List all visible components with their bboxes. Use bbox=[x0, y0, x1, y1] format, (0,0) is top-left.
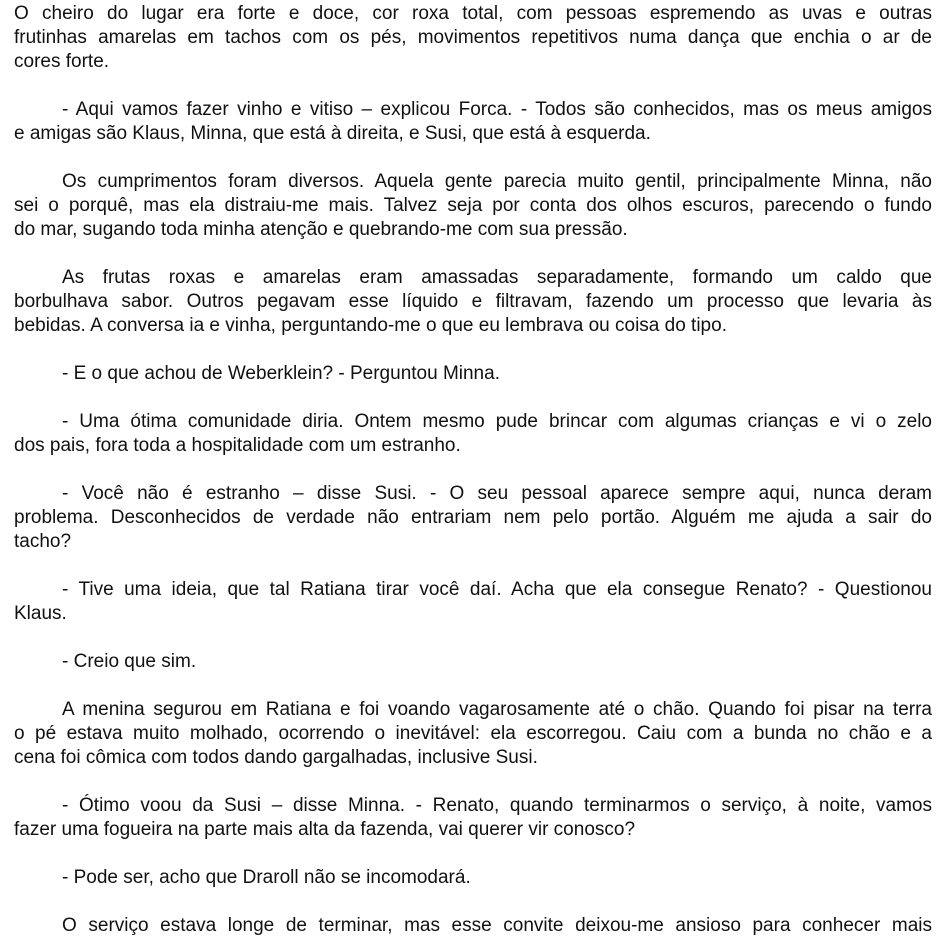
paragraph-gap bbox=[14, 626, 932, 650]
paragraph bbox=[14, 362, 932, 386]
paragraph-gap bbox=[14, 74, 932, 98]
text-line: borbulhava sabor. Outros pegavam esse líquido e filtravam, fazendo um processo que levaria às bbox=[14, 291, 932, 312]
paragraph-gap bbox=[14, 554, 932, 578]
text-line: cores forte. bbox=[14, 51, 110, 72]
text-line: frutinhas amarelas em tachos com os pés, movimentos repetitivos numa dança que enchia o ar de bbox=[14, 27, 932, 48]
text-line: Klaus. bbox=[14, 603, 67, 624]
text-line: problema. Desconhecidos de verdade não entrariam nem pelo portão. Alguém me ajuda a sair do bbox=[14, 507, 932, 528]
text-line: e amigas são Klaus, Minna, que está à direita, e Susi, que está à esquerda. bbox=[14, 123, 651, 144]
text-line: fazer uma fogueira na parte mais alta da fazenda, vai querer vir conosco? bbox=[14, 819, 636, 840]
paragraph bbox=[14, 914, 932, 938]
paragraph bbox=[14, 698, 932, 770]
text-line: - E o que achou de Weberklein? - Perguntou Minna. bbox=[62, 363, 500, 384]
text-line: Os cumprimentos foram diversos. Aquela gente parecia muito gentil, principalmente Minna, não bbox=[62, 171, 932, 192]
paragraph-gap bbox=[14, 674, 932, 698]
text-line: A menina segurou em Ratiana e foi voando vagarosamente até o chão. Quando foi pisar na terra bbox=[62, 699, 932, 720]
text-line: As frutas roxas e amarelas eram amassadas separadamente, formando um caldo que bbox=[62, 267, 932, 288]
paragraph-gap bbox=[14, 458, 932, 482]
paragraph-gap bbox=[14, 146, 932, 170]
paragraph bbox=[14, 410, 932, 458]
paragraph bbox=[14, 794, 932, 842]
text-line: - Você não é estranho – disse Susi. - O seu pessoal aparece sempre aqui, nunca deram bbox=[62, 483, 932, 504]
text-line: bebidas. A conversa ia e vinha, perguntando-me o que eu lembrava ou coisa do tipo. bbox=[14, 315, 727, 336]
text-line: sei o porquê, mas ela distraiu-me mais. Talvez seja por conta dos olhos escuros, parecendo o fundo bbox=[14, 195, 932, 216]
document-body bbox=[14, 2, 932, 938]
text-line: O serviço estava longe de terminar, mas esse convite deixou-me ansioso para conhecer mais bbox=[62, 915, 932, 936]
paragraph bbox=[14, 170, 932, 242]
text-line: - Pode ser, acho que Draroll não se incomodará. bbox=[62, 867, 471, 888]
paragraph bbox=[14, 578, 932, 626]
text-line: o pé estava muito molhado, ocorrendo o inevitável: ela escorregou. Caiu com a bunda no chão e a bbox=[14, 723, 932, 744]
text-line: tacho? bbox=[14, 531, 72, 552]
paragraph-gap bbox=[14, 338, 932, 362]
paragraph bbox=[14, 98, 932, 146]
paragraph bbox=[14, 650, 932, 674]
text-line: - Ótimo voou da Susi – disse Minna. - Renato, quando terminarmos o serviço, à noite, vamos bbox=[62, 795, 932, 816]
text-line: O cheiro do lugar era forte e doce, cor roxa total, com pessoas espremendo as uvas e outras bbox=[14, 3, 932, 24]
paragraph-gap bbox=[14, 770, 932, 794]
text-line: - Creio que sim. bbox=[62, 651, 197, 672]
paragraph bbox=[14, 866, 932, 890]
text-line: dos pais, fora toda a hospitalidade com um estranho. bbox=[14, 435, 461, 456]
text-line: - Aqui vamos fazer vinho e vitiso – explicou Forca. - Todos são conhecidos, mas os meus amigos bbox=[62, 99, 932, 120]
paragraph-gap bbox=[14, 890, 932, 914]
text-line: - Tive uma ideia, que tal Ratiana tirar você daí. Acha que ela consegue Renato? - Questionou bbox=[62, 579, 932, 600]
text-line: cena foi cômica com todos dando gargalhadas, inclusive Susi. bbox=[14, 747, 538, 768]
text-line: - Uma ótima comunidade diria. Ontem mesmo pude brincar com algumas crianças e vi o zelo bbox=[62, 411, 932, 432]
paragraph-gap bbox=[14, 242, 932, 266]
text-line: do mar, sugando toda minha atenção e quebrando-me com sua pressão. bbox=[14, 219, 628, 240]
paragraph bbox=[14, 482, 932, 554]
paragraph-gap bbox=[14, 842, 932, 866]
paragraph-gap bbox=[14, 386, 932, 410]
paragraph bbox=[14, 266, 932, 338]
paragraph bbox=[14, 2, 932, 74]
